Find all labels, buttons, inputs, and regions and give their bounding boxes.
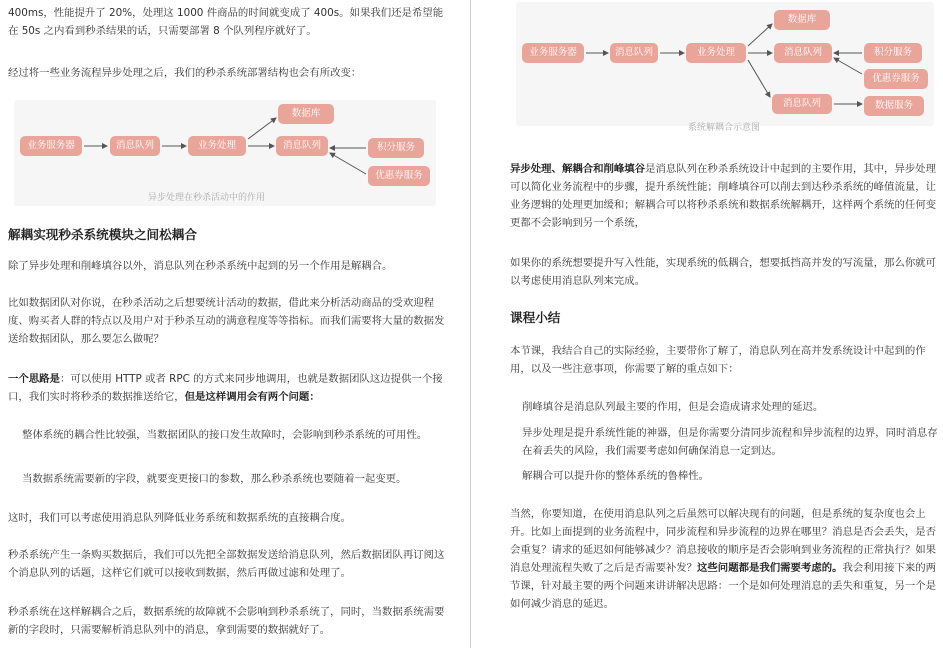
- right-page: [480, 0, 943, 648]
- summary-bold: 异步处理、解耦合和削峰填谷: [510, 163, 646, 175]
- page-divider: [470, 0, 471, 648]
- list-item-point-3: 解耦合可以提升你的整体系统的鲁棒性。: [522, 470, 710, 482]
- async-diagram-arrows: [0, 0, 462, 220]
- heading-decouple: 解耦实现秒杀系统模块之间松耦合: [8, 227, 197, 242]
- box-business-server: 业务服务器: [20, 136, 82, 156]
- list-item-point-2: 异步处理是提升系统性能的神器，但是你需要分清同步流程和异步流程的边界，同时消息存在着丢失的风险，我们需要考虑如何确保消息一定到达。: [522, 427, 938, 457]
- paragraph-after: 秒杀系统在这样解耦合之后，数据系统的故障就不会影响到秒杀系统了，同时，当数据系统需要新的字段时，只需要解析消息队列中的消息，拿到需要的数据就好了。: [8, 606, 445, 636]
- box-business-server: 业务服务器: [522, 43, 584, 63]
- box-message-queue: 消息队列: [610, 43, 658, 63]
- paragraph-intro: 400ms，性能提升了 20%，处理这 1000 件商品的时间就变成了 400s。如果我们还是希望能在 50s 之内看到秒杀结果的话，只需要部署 8 个队列程序就好了。: [8, 7, 444, 37]
- paragraph-example: 比如数据团队对你说，在秒杀活动之后想要统计活动的数据，借此来分析活动商品的受欢迎程度、购买者人群的特点以及用户对于秒杀互动的满意程度等等指标。而我们需要将大量的数据发送给数据团队，那么要怎么做呢？: [8, 297, 445, 345]
- paragraph-async: 经过将一些业务流程异步处理之后，我们的秒杀系统部署结构也会有所改变：: [8, 67, 362, 79]
- idea-bold: 一个思路是: [8, 373, 60, 385]
- box-database: 数据库: [774, 10, 830, 30]
- heading-course: 课程小结: [510, 310, 561, 325]
- idea-text: ：可以使用 HTTP 或者 RPC 的方式来同步地调用，也就是数据团队这边提供一个接口，我们实时将秒杀的数据推送给它，: [8, 373, 443, 403]
- summary-text: 是消息队列在秒杀系统设计中起到的主要作用，其中，异步处理可以简化业务流程中的步骤，提升系统性能；削峰填谷可以削去到达秒杀系统的峰值流量，让业务逻辑的处理更加缓和；解耦合可以将秒杀系统和数据系统解耦开，这样两个系统的任何变更都不会影响到另一个系统，: [510, 163, 937, 229]
- paragraph-final: [510, 505, 940, 613]
- paragraph-course: 本节课，我结合自己的实际经验，主要带你了解了，消息队列在高并发系统设计中起到的作用，以及一些注意事项，你需要了解的重点如下：: [510, 345, 926, 375]
- paragraph-decouple: 除了异步处理和削峰填谷以外，消息队列在秒杀系统中起到的另一个作用是解耦合。: [8, 260, 393, 272]
- box-database: 数据库: [278, 104, 334, 124]
- box-business-process: 业务处理: [686, 43, 746, 63]
- box-message-queue: 消息队列: [110, 136, 160, 156]
- left-page: [0, 0, 462, 648]
- list-item-issue-1: 整体系统的耦合性比较强，当数据团队的接口发生故障时，会影响到秒杀系统的可用性。: [22, 429, 428, 441]
- async-diagram-caption: 异步处理在秒杀活动中的作用: [148, 193, 266, 203]
- idea-bold-2: 但是这样调用会有两个问题：: [184, 391, 320, 403]
- box-data-service: 数据服务: [864, 96, 924, 116]
- list-item-issue-2: 当数据系统需要新的字段，就要变更接口的参数，那么秒杀系统也要随着一起变更。: [22, 473, 407, 485]
- box-business-process: 业务处理: [188, 136, 246, 156]
- final-text: 当然，你要知道，在使用消息队列之后虽然可以解决现有的问题，但是系统的复杂度也会上升。比如上面提到的业务流程中，同步流程和异步流程的边界在哪里？消息是否会丢失，是否会重复？请求的延迟如何能够减少？消息接收的顺序是否会影响到业务流程的正常执行？如果消息处理流程失败了之后是否需要补发？: [510, 508, 937, 574]
- paragraph-consider: 这时，我们可以考虑使用消息队列降低业务系统和数据系统的直接耦合度。: [8, 512, 351, 524]
- final-text-2: 我会利用接下来的两节课，针对最主要的两个问题来讲讲解决思路：一个是如何处理消息的丢失和重复，另一个是如何减少消息的延迟。: [510, 562, 937, 610]
- paragraph-flow: 秒杀系统产生一条购买数据后，我们可以先把全部数据发送给消息队列，然后数据团队再订阅这个消息队列的话题，这样它们就可以接收到数据，然后再做过滤和处理了。: [8, 549, 445, 579]
- paragraph-summary: [510, 160, 940, 232]
- box-message-queue-3: 消息队列: [772, 94, 832, 114]
- paragraph-write: 如果你的系统想要提升写入性能，实现系统的低耦合，想要抵挡高并发的写流量，那么你就可以考虑使用消息队列来完成。: [510, 257, 937, 287]
- box-points-service: 积分服务: [864, 43, 922, 63]
- box-message-queue-2: 消息队列: [276, 136, 328, 156]
- final-bold: 这些问题都是我们需要考虑的。: [697, 562, 843, 574]
- box-points-service: 积分服务: [368, 138, 424, 158]
- box-message-queue-2: 消息队列: [774, 43, 832, 63]
- list-item-point-1: 削峰填谷是消息队列最主要的作用，但是会造成请求处理的延迟。: [522, 401, 824, 413]
- paragraph-idea: [8, 370, 450, 406]
- box-coupon-service: 优惠券服务: [864, 69, 928, 89]
- decouple-diagram-caption: 系统解耦合示意图: [688, 123, 761, 133]
- box-coupon-service: 优惠券服务: [368, 166, 430, 186]
